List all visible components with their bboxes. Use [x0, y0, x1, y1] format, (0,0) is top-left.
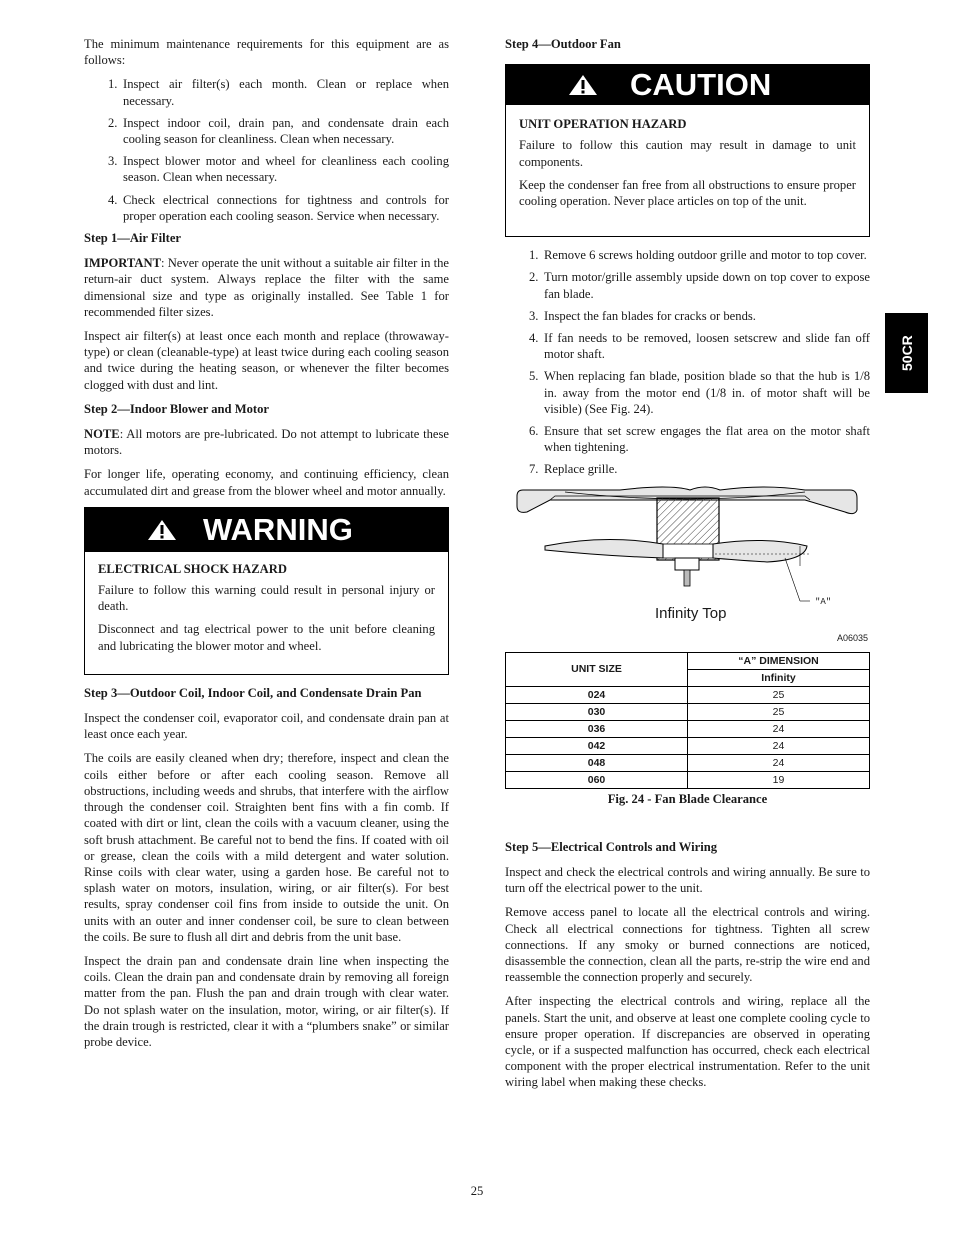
- unit-size-cell: 024: [506, 686, 688, 703]
- unit-size-cell: 060: [506, 771, 688, 788]
- list-item: [529, 330, 870, 362]
- left-column: [84, 36, 449, 1058]
- unit-size-cell: 048: [506, 754, 688, 771]
- list-number: 3.: [108, 154, 118, 169]
- page-number: 25: [470, 1184, 484, 1198]
- list-item: [108, 192, 449, 224]
- step5-heading: Step 5—Electrical Controls and Wiring: [505, 839, 718, 854]
- caution-body: [506, 105, 869, 224]
- table-row: [506, 720, 870, 737]
- warning-body: [85, 552, 448, 669]
- unit-size-cell: 036: [506, 720, 688, 737]
- list-number: 2.: [529, 270, 539, 285]
- table-row: [506, 686, 870, 703]
- list-text: Replace grille.: [544, 462, 618, 477]
- dimension-cell: 24: [688, 737, 870, 754]
- step2-paragraph: For longer life, operating economy, and continuing efficiency, clean accumulated dirt and grease from the blower wheel and motor annually.: [84, 467, 449, 498]
- important-label: IMPORTANT: [84, 256, 161, 271]
- list-text: Ensure that set screw engages the flat area on the motor shaft when tightening.: [544, 424, 870, 455]
- fan-steps-list: [529, 247, 870, 477]
- fan-clearance-table: [505, 652, 870, 789]
- caution-triangle-icon: [568, 74, 598, 96]
- list-text: Inspect blower motor and wheel for cleanliness each cooling season. Clean when necessary.: [123, 154, 449, 185]
- requirements-list: [108, 76, 449, 224]
- dimension-cell: 24: [688, 720, 870, 737]
- caution-banner: [506, 65, 869, 105]
- list-text: Inspect indoor coil, drain pan, and condensate drain each cooling season for cleanliness. Clean when necessary.: [123, 115, 449, 147]
- fan-assembly-diagram: [505, 486, 870, 611]
- unit-size-cell: 030: [506, 703, 688, 720]
- table-row: [506, 771, 870, 788]
- list-text: Check electrical connections for tightness and controls for proper operation each cooling season. Service when necessary.: [123, 192, 449, 223]
- step1-heading: Step 1—Air Filter: [84, 231, 181, 246]
- caution-line1: Failure to follow this caution may result in damage to unit components.: [519, 138, 856, 169]
- list-number: 2.: [108, 115, 118, 130]
- caution-line2: Keep the condenser fan free from all obstructions to ensure proper cooling operation. Never place articles on top of the unit.: [519, 177, 856, 209]
- warning-title: WARNING: [203, 511, 353, 547]
- list-item: [108, 153, 449, 185]
- list-item: [529, 461, 870, 477]
- unit-size-header: UNIT SIZE: [506, 652, 688, 686]
- list-item: [529, 368, 870, 417]
- fan-blade-figure: [505, 486, 870, 646]
- step3-paragraph-1: Inspect the condenser coil, evaporator coil, and condensate drain pan at least once each year.: [84, 711, 449, 742]
- note-paragraph: [84, 426, 449, 458]
- step3-heading: Step 3—Outdoor Coil, Indoor Coil, and Condensate Drain Pan: [84, 685, 422, 700]
- caution-hazard: UNIT OPERATION HAZARD: [519, 117, 687, 132]
- list-text: If fan needs to be removed, loosen setscrew and slide fan off motor shaft.: [544, 331, 870, 362]
- note-label: NOTE: [84, 427, 120, 442]
- warning-line1: Failure to follow this warning could result in personal injury or death.: [98, 583, 435, 614]
- step2-heading: Step 2—Indoor Blower and Motor: [84, 401, 269, 416]
- list-number: 1.: [108, 77, 118, 92]
- step5-paragraph-3: After inspecting the electrical controls and wiring, replace all the panels. Start the unit, and observe at least one complete cooling cycle to ensure proper operation. If discrepancies are observed in operating cycle, or if a suspected malfunction has occurred, check each electrical component with the proper electrical instrumentation. Refer to the unit wiring label when making these checks.: [505, 994, 870, 1090]
- caution-title: CAUTION: [630, 67, 772, 103]
- warning-triangle-icon: [147, 519, 177, 541]
- right-column: [505, 36, 870, 1099]
- list-text: Inspect air filter(s) each month. Clean or replace when necessary.: [123, 77, 449, 108]
- intro-text: The minimum maintenance requirements for this equipment are as follows:: [84, 37, 449, 68]
- list-number: 1.: [529, 248, 539, 263]
- figure-label: Infinity Top: [655, 604, 727, 622]
- dimension-cell: 25: [688, 686, 870, 703]
- table-row: [506, 737, 870, 754]
- step5-paragraph-1: Inspect and check the electrical controls and wiring annually. Be sure to turn off the electrical power to the unit.: [505, 865, 870, 896]
- list-item: [108, 115, 449, 147]
- dimension-a-label: "A": [815, 596, 832, 607]
- figure-code: A06035: [836, 632, 868, 643]
- list-number: 4.: [108, 192, 118, 207]
- warning-box: [84, 507, 449, 675]
- side-tab-label: 50CR: [898, 335, 915, 371]
- list-number: 3.: [529, 308, 539, 323]
- important-paragraph: [84, 255, 449, 320]
- important-text: : Never operate the unit without a suitable air filter in the return-air duct system. Always replace the filter with the same dimensional size and type as originally installed. See Table 1 for recommended filter sizes.: [84, 256, 449, 319]
- unit-size-cell: 042: [506, 737, 688, 754]
- note-text: : All motors are pre-lubricated. Do not attempt to lubricate these motors.: [84, 427, 449, 458]
- warning-hazard: ELECTRICAL SHOCK HAZARD: [98, 561, 287, 576]
- list-number: 5.: [529, 369, 539, 384]
- step1-paragraph: Inspect air filter(s) at least once each month and replace (throwaway-type) or clean (cleanable-type) at least twice during each cooling season and twice during the heating season, or whenever the filter becomes clogged with dust and lint.: [84, 329, 449, 392]
- list-text: Turn motor/grille assembly upside down on top cover to expose fan blade.: [544, 270, 870, 301]
- table-row: [506, 754, 870, 771]
- dimension-cell: 19: [688, 771, 870, 788]
- dimension-header: “A” DIMENSION: [688, 652, 870, 669]
- list-text: Inspect the fan blades for cracks or bends.: [544, 308, 756, 323]
- warning-banner: [85, 508, 448, 552]
- caution-box: [505, 64, 870, 237]
- list-item: [529, 308, 870, 324]
- list-number: 4.: [529, 331, 539, 346]
- figure-caption: Fig. 24 - Fan Blade Clearance: [607, 791, 768, 806]
- list-text: Remove 6 screws holding outdoor grille and motor to top cover.: [544, 248, 867, 263]
- dimension-cell: 24: [688, 754, 870, 771]
- list-number: 6.: [529, 424, 539, 439]
- table-row: [506, 703, 870, 720]
- step5-paragraph-2: Remove access panel to locate all the electrical controls and wiring. Check all electrical connections for tightness. Tighten all screw connections. If any smoky or burned connections are noticed, disassemble the connection, clean all the parts, re-strip the wire end and reassemble the connection properly and securely.: [505, 905, 870, 985]
- list-item: [529, 269, 870, 301]
- warning-line2: Disconnect and tag electrical power to the unit before cleaning and lubricating the blower motor and wheel.: [98, 622, 435, 653]
- side-tab: [885, 313, 928, 393]
- list-number: 7.: [529, 462, 539, 477]
- list-item: [529, 423, 870, 455]
- list-item: [529, 247, 870, 263]
- table-header-row: [506, 652, 870, 669]
- list-text: When replacing fan blade, position blade so that the hub is 1/8 in. away from the motor end (1/8 in. of motor shaft will be visible) (See Fig. 24).: [544, 369, 870, 416]
- list-item: [108, 76, 449, 108]
- step4-heading: Step 4—Outdoor Fan: [505, 37, 621, 51]
- step3-paragraph-3: Inspect the drain pan and condensate drain line when inspecting the coils. Clean the drain pan and condensate drain by removing all foreign matter from the pan. Flush the pan and drain trough with clear water. Do not splash water on the insulation, motor, wiring, or air filter(s). If the drain trough is restricted, clear it with a “plumbers snake” or similar probe device.: [84, 953, 449, 1049]
- step3-paragraph-2: The coils are easily cleaned when dry; therefore, inspect and clean the coils either before or after each cooling season. Remove all obstructions, including weeds and shrubs, that interfere with the airflow through the condenser coil. Straighten bent fins with a fin comb. If coated with dirt or lint, clean the coils with a vacuum cleaner, using the soft brush attachment. Be careful not to bend the fins. If coated with oil or grease, clean the coils with a mild detergent and water solution. Rinse coils with clear water, using a garden hose. Be careful not to splash water on motors, insulation, wiring, or air filter(s). For best results, spray condenser coil fins from inside to outside the unit. On units with an outer and inner condenser coil, be sure to clean between the coils. Be sure to flush all dirt and debris from the unit base.: [84, 751, 449, 944]
- infinity-header: Infinity: [688, 669, 870, 686]
- dimension-cell: 25: [688, 703, 870, 720]
